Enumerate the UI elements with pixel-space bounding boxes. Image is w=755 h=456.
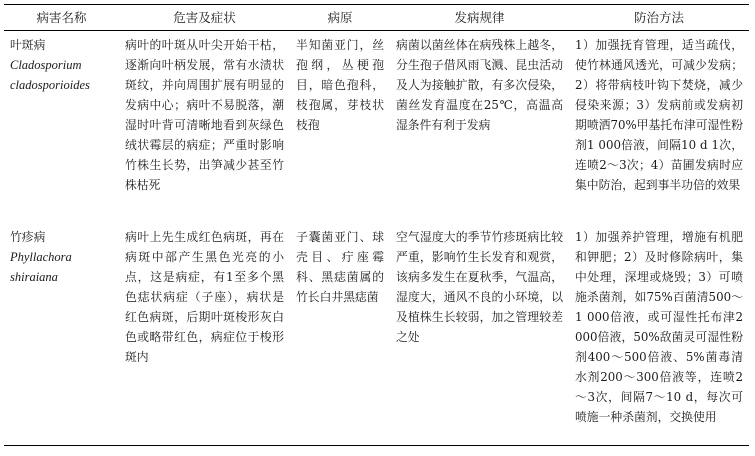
disease-name-latin-genus: Cladosporium (10, 58, 82, 72)
disease-name-chinese: 叶斑病 (10, 38, 46, 52)
header-disease-pattern: 发病规律 (390, 5, 569, 31)
disease-name-cell (4, 31, 119, 224)
header-disease-name: 病害名称 (4, 5, 119, 31)
disease-name-cell (4, 223, 119, 446)
header-pathogen: 病原 (290, 5, 390, 31)
pathogen-cell: 子囊菌亚门、球壳目、疔座霉科、黑痣菌属的竹长白井黑痣菌 (290, 223, 390, 446)
table-row (4, 223, 749, 446)
disease-pattern-cell: 空气湿度大的季节竹疹斑病比较严重，影响竹生长发育和观赏，该病多发生在夏秋季，气温高，湿度大，通风不良的小环境，以及植株生长较弱，加之管理较差之处 (390, 223, 569, 446)
harm-symptoms-cell: 病叶的叶斑从叶尖开始干枯，逐渐向叶柄发展，常有水渍状斑纹，并向周围扩展有明显的发病中心；病叶不易脱落，潮湿时叶背可清晰地看到灰绿色绒状霉层的病症；严重时影响竹株生长势，出笋减少甚至竹株枯死 (125, 38, 284, 192)
disease-control-table (4, 4, 749, 446)
harm-symptoms-cell: 病叶上先生成红色病斑，再在病斑中部产生黑色光亮的小点，这是病症，有1至多个黑色痣状病症（子座），病状是红色病斑，后期叶斑梭形灰白色或略带红色，病症位于梭形斑内 (119, 223, 290, 446)
table-header-row (4, 5, 749, 31)
header-harm-symptoms: 危害及症状 (119, 5, 290, 31)
disease-name-latin-genus: Phyllachora (10, 250, 72, 264)
header-control-methods: 防治方法 (569, 5, 749, 31)
disease-pattern-cell: 病菌以菌丝体在病残株上越冬，分生孢子借风雨飞溅、昆虫活动及人为接触扩散，有多次侵染，菌丝发育温度在25℃，高温高湿条件有利于发病 (396, 38, 563, 132)
pathogen-cell: 半知菌亚门，丝孢纲，丛梗孢目，暗色孢科，枝孢属，芽枝状枝孢 (296, 38, 384, 132)
table-row (4, 31, 749, 224)
disease-name-latin-species: cladosporioides (10, 78, 90, 92)
disease-name-latin-species: shiraiana (10, 270, 58, 284)
control-methods-cell: 1）加强养护管理，增施有机肥和钾肥；2）及时修除病叶，集中处理，深埋或烧毁；3）可喷施杀菌剂，如75%百菌清500～1 000倍液，或可湿性托布津2 000倍液，50%敌菌灵可湿性粉剂400～500倍液、5%菌毒清水剂200～300倍液等，连喷2～3次，间隔7～10 d，每次可喷施一种杀菌剂，交换使用 (569, 223, 749, 446)
disease-name-chinese: 竹疹病 (10, 230, 46, 244)
control-methods-cell: 1）加强抚育管理，适当疏伐，使竹林通风透光，可减少发病；2）将带病枝叶钩下焚烧，减少侵染来源；3）发病前或发病初期喷洒70%甲基托布津可湿性粉剂1 000倍液，间隔10 d 1次，连喷2～3次；4）苗圃发病时应集中防治，起到事半功倍的效果 (575, 38, 743, 192)
